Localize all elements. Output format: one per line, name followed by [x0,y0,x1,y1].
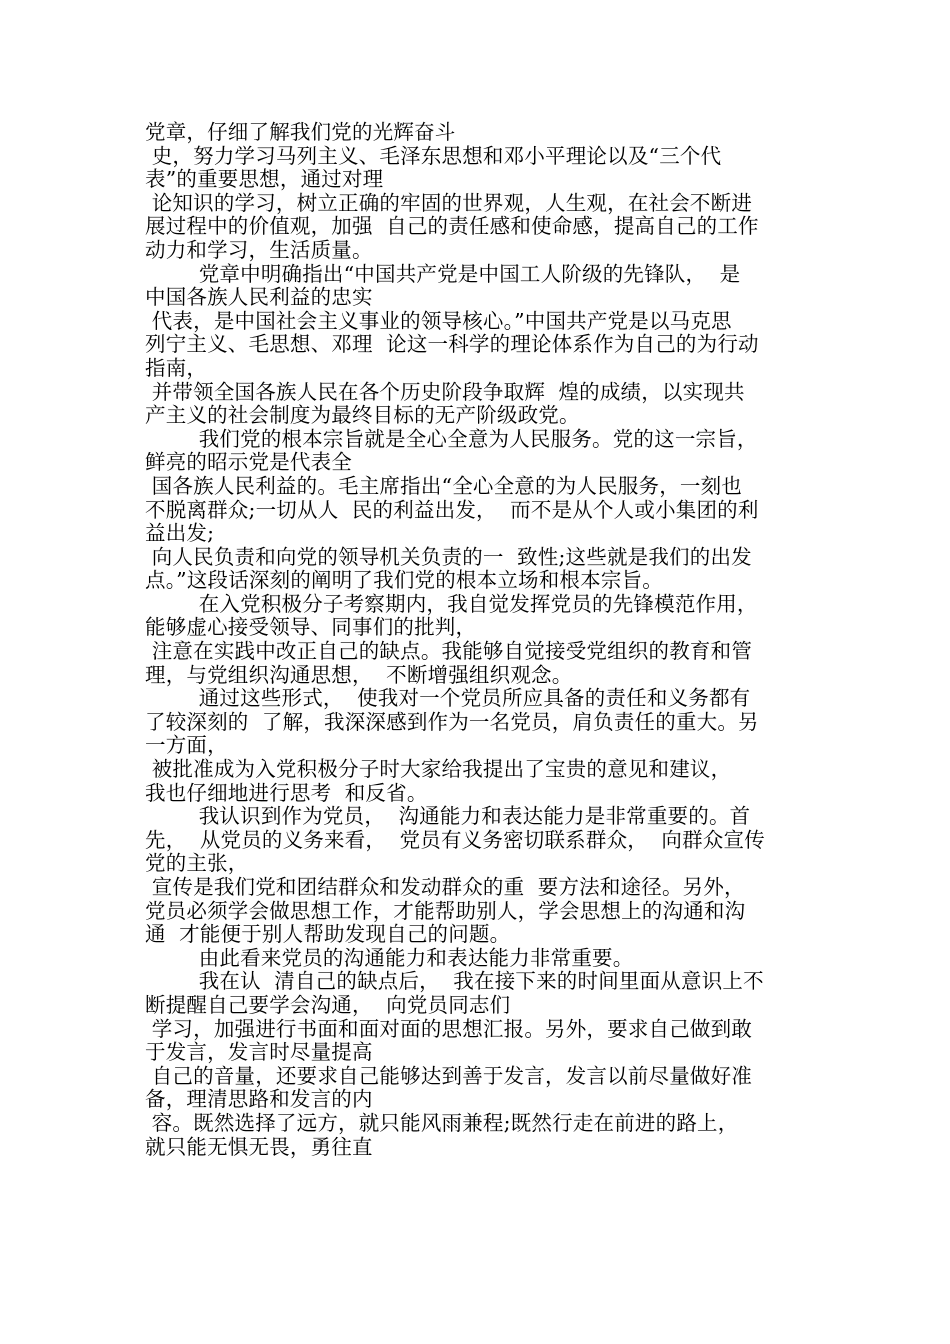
text-line: 备，理清思路和发言的内 [145,1087,373,1112]
text-line: 我在认 清自己的缺点后， 我在接下来的时间里面从意识上不 [145,969,764,994]
text-line: 断提醒自己要学会沟通， 向党员同志们 [145,992,511,1017]
text-line: 指南， [145,355,208,380]
text-line: 党章，仔细了解我们党的光辉奋斗 [145,120,456,144]
text-line: 能够虚心接受领导、同事们的批判， [145,615,477,640]
text-line: 不脱离群众;一切从人 民的利益出发， 而不是从个人或小集团的利 [145,497,759,522]
text-line: 自己的音量，还要求自己能够达到善于发言，发言以前尽量做好准 [145,1063,753,1088]
text-line: 我认识到作为党员， 沟通能力和表达能力是非常重要的。首 [145,804,751,829]
text-line: 通过这些形式， 使我对一个党员所应具备的责任和义务都有 [145,686,751,711]
text-line: 宣传是我们党和团结群众和发动群众的重 要方法和途径。另外， [145,875,745,899]
text-line: 由此看来党员的沟通能力和表达能力非常重要。 [145,945,634,970]
text-line: 史，努力学习马列主义、毛泽东思想和邓小平理论以及“三个代 [145,143,722,168]
text-line: 先， 从党员的义务来看， 党员有义务密切联系群众， 向群众宣传 [145,827,765,852]
text-line: 展过程中的价值观，加强 自己的责任感和使命感，提高自己的工作 [145,214,759,239]
text-line: 注意在实践中改正自己的缺点。我能够自觉接受党组织的教育和管 [145,639,753,664]
text-line: 我们党的根本宗旨就是全心全意为人民服务。党的这一宗旨， [145,426,758,451]
text-line: 了较深刻的 了解，我深深感到作为一名党员，肩负责任的重大。另 [145,709,759,734]
text-line: 点。”这段话深刻的阐明了我们党的根本立场和根本宗旨。 [145,568,663,593]
text-line: 一方面， [145,733,228,758]
text-line: 就只能无惧无畏，勇往直 [145,1134,373,1159]
text-line: 党章中明确指出“中国共产党是中国工人阶级的先锋队， 是 [145,261,741,286]
text-line: 我也仔细地进行思考 和反省。 [145,780,428,805]
text-line: 于发言，发言时尽量提高 [145,1040,373,1065]
text-line: 理，与党组织沟通思想， 不断增强组织观念。 [145,662,573,687]
text-line: 容。既然选择了远方，就只能风雨兼程;既然行走在前进的路上， [145,1110,739,1135]
text-line: 国各族人民利益的。毛主席指出“全心全意的为人民服务，一刻也 [145,473,742,498]
text-line: 产主义的社会制度为最终目标的无产阶级政党。 [145,403,580,428]
text-line: 党员必须学会做思想工作，才能帮助别人，学会思想上的沟通和沟 [145,898,746,923]
text-line: 向人民负责和向党的领导机关负责的一 致性;这些就是我们的出发 [145,544,752,569]
text-line: 中国各族人民利益的忠实 [145,285,373,310]
text-line: 在入党积极分子考察期内，我自觉发挥党员的先锋模范作用， [145,591,758,616]
document-body [145,121,810,1159]
text-line: 并带领全国各族人民在各个历史阶段争取辉 煌的成绩，以实现共 [145,379,745,404]
text-line: 动力和学习，生活质量。 [145,237,373,262]
text-line: 被批准成为入党积极分子时大家给我提出了宝贵的意见和建议， [145,757,732,782]
text-line: 论知识的学习，树立正确的牢固的世界观，人生观，在社会不断进 [145,190,753,215]
text-line: 鲜亮的昭示党是代表全 [145,450,352,475]
text-line: 通 才能便于别人帮助发现自己的问题。 [145,922,511,947]
text-line: 益出发; [145,521,215,546]
text-line: 代表，是中国社会主义事业的领导核心。”中国共产党是以马克思 [145,308,732,333]
text-line: 列宁主义、毛思想、邓理 论这一科学的理论体系作为自己的为行动 [145,332,759,357]
text-line: 党的主张， [145,851,249,876]
text-line: 表”的重要思想，通过对理 [145,167,384,192]
text-line: 学习，加强进行书面和面对面的思想汇报。另外，要求自己做到敢 [145,1016,753,1041]
